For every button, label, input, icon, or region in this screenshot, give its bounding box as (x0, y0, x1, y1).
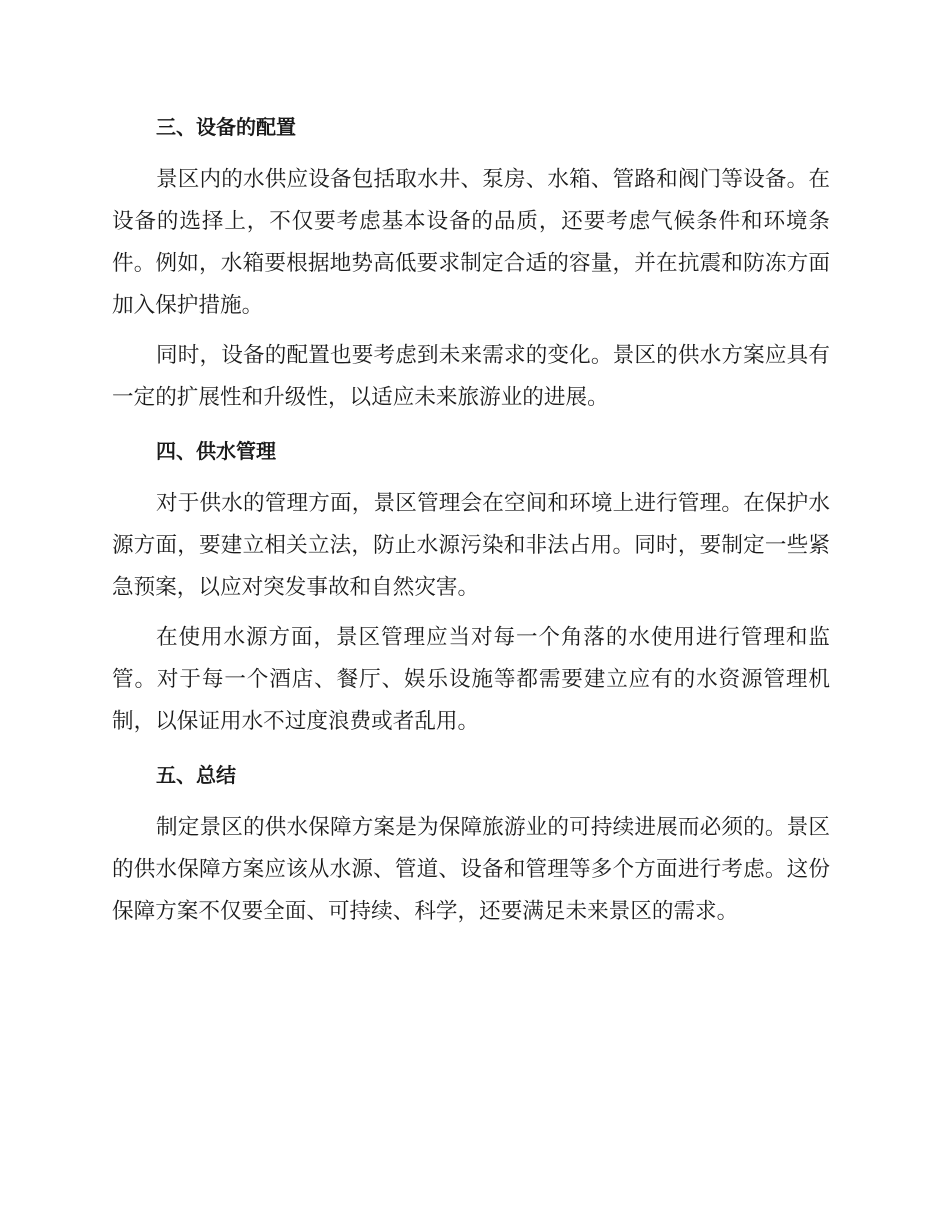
section-heading-equipment: 三、设备的配置 (156, 115, 296, 139)
paragraph: 对于供水的管理方面，景区管理会在空间和环境上进行管理。在保护水源方面，要建立相关立法，防止水源污染和非法占用。同时，要制定一些紧急预案，以应对突发事故和自然灾害。 (112, 491, 830, 600)
section-heading-summary: 五、总结 (156, 763, 236, 787)
paragraph: 在使用水源方面，景区管理应当对每一个角落的水使用进行管理和监管。对于每一个酒店、餐厅、娱乐设施等都需要建立应有的水资源管理机制，以保证用水不过度浪费或者乱用。 (112, 625, 830, 734)
paragraph: 同时，设备的配置也要考虑到未来需求的变化。景区的供水方案应具有一定的扩展性和升级性，以适应未来旅游业的进展。 (112, 343, 830, 410)
paragraph: 制定景区的供水保障方案是为保障旅游业的可持续进展而必须的。景区的供水保障方案应该从水源、管道、设备和管理等多个方面进行考虑。这份保障方案不仅要全面、可持续、科学，还要满足未来景区的需求。 (112, 815, 830, 924)
document-page (112, 103, 830, 941)
paragraph: 景区内的水供应设备包括取水井、泵房、水箱、管路和阀门等设备。在设备的选择上，不仅要考虑基本设备的品质，还要考虑气候条件和环境条件。例如，水箱要根据地势高低要求制定合适的容量，并在抗震和防冻方面加入保护措施。 (112, 167, 830, 318)
section-heading-management: 四、供水管理 (156, 439, 276, 463)
